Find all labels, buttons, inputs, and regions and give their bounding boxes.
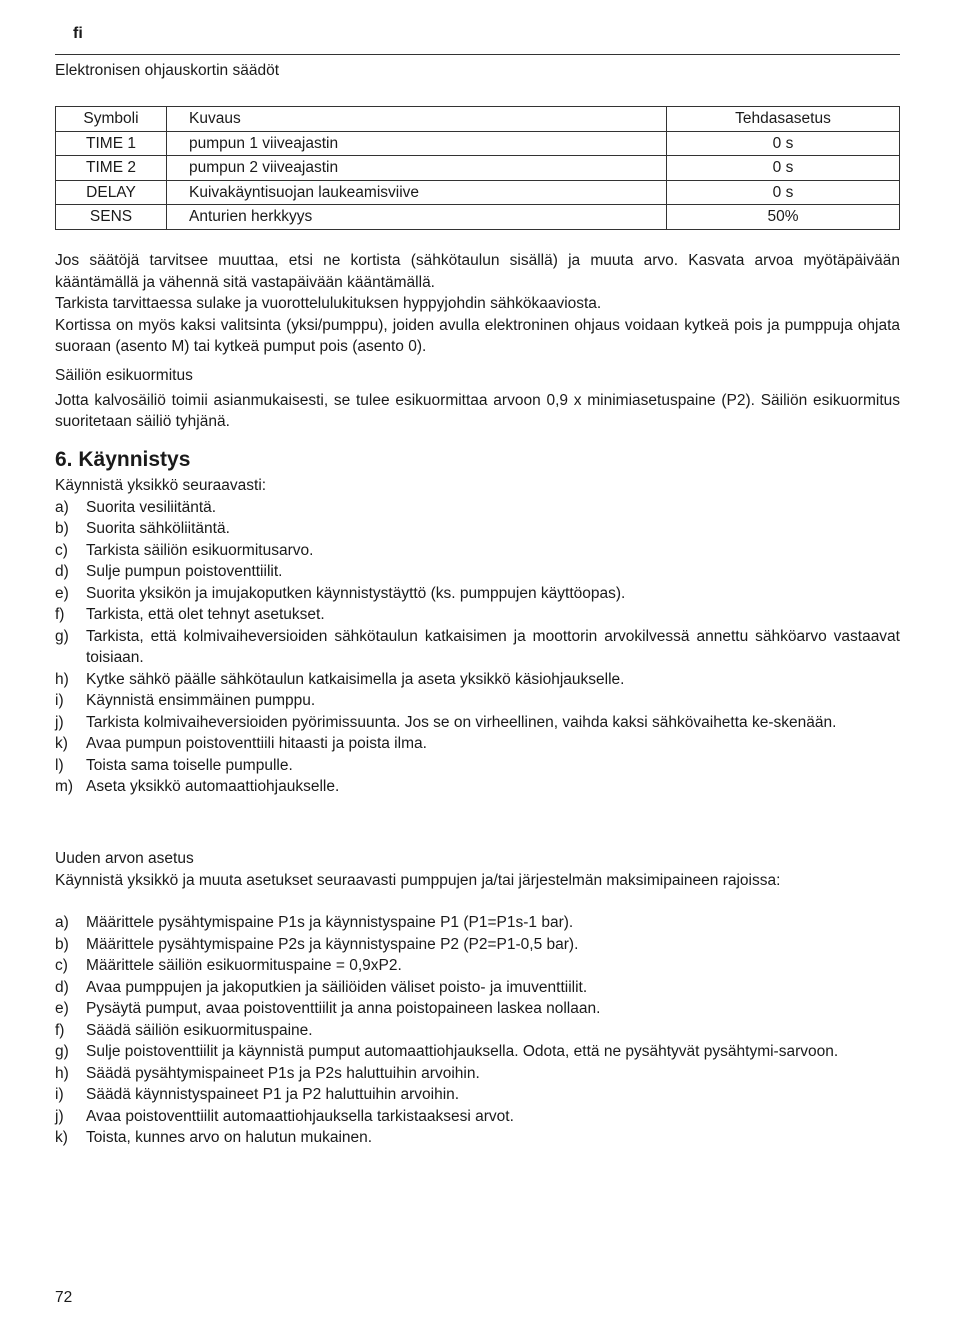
table-row (56, 205, 900, 230)
startup-section (55, 475, 900, 798)
list-text: Kytke sähkö päälle sähkötaulun katkaisimella ja aseta yksikkö käsiohjaukselle. (86, 670, 625, 688)
list-marker: b) (55, 520, 69, 537)
table-row (56, 180, 900, 205)
section-title: Elektronisen ohjauskortin säädöt (55, 62, 280, 79)
section-heading: 6. Käynnistys (55, 448, 191, 471)
list-marker: c) (55, 957, 68, 974)
cell-description: Anturien herkkyys (167, 205, 667, 230)
list-marker: d) (55, 978, 69, 996)
list-marker: a) (55, 914, 69, 931)
cell-description: pumpun 1 viiveajastin (167, 131, 667, 156)
list-text: Avaa pumppujen ja jakoputkien ja säiliöiden väliset poisto- ja imuventtiilit. (86, 978, 588, 996)
new-value-section (55, 848, 900, 1149)
list-item (55, 712, 900, 734)
list-item (55, 755, 900, 777)
new-value-steps (55, 912, 900, 1149)
list-item (55, 540, 900, 562)
list-marker: l) (55, 756, 64, 774)
list-text: Toista, kunnes arvo on halutun mukainen. (86, 1129, 373, 1146)
list-item (55, 1106, 900, 1128)
table-row (56, 156, 900, 181)
list-marker: m) (55, 778, 74, 795)
list-marker: g) (55, 1043, 69, 1060)
list-text: Avaa poistoventtiilit automaattiohjauksella tarkistaaksesi arvot. (86, 1107, 514, 1125)
header-cell-default: Tehdasasetus (667, 107, 900, 132)
intro-text: Käynnistä yksikkö ja muuta asetukset seuraavasti pumppujen ja/tai järjestelmän maksimipaineen rajoissa: (55, 871, 781, 889)
list-item (55, 518, 900, 540)
list-marker: b) (55, 935, 69, 953)
list-marker: i) (55, 1086, 64, 1103)
list-text: Säädä pysähtymispaineet P1s ja P2s haluttuihin arvoihin. (86, 1064, 480, 1082)
cell-default: 0 s (667, 156, 900, 181)
paragraph: Jos säätöjä tarvitsee muuttaa, etsi ne kortista (sähkötaulun sisällä) ja muuta arvo. Kasvata arvoa myötäpäivään kääntämällä ja vähennä sitä vastapäivään kääntämällä. (55, 252, 900, 291)
list-item (55, 998, 900, 1020)
page-number: 72 (55, 1289, 73, 1306)
list-marker: e) (55, 1000, 69, 1017)
cell-symbol: SENS (56, 205, 167, 230)
language-code: fi (73, 25, 83, 42)
paragraph: Kortissa on myös kaksi valitsinta (yksi/pumppu), joiden avulla elektroninen ohjaus voidaan kytkeä pois ja pumppuja ohjata suoraan (asento M) tai kytkeä pumput pois (asento 0). (55, 316, 900, 355)
list-marker: k) (55, 1129, 68, 1146)
list-text: Tarkista, että olet tehnyt asetukset. (86, 606, 325, 623)
list-item (55, 733, 900, 755)
list-item (55, 583, 900, 605)
list-item (55, 955, 900, 977)
list-item (55, 977, 900, 999)
list-text: Suorita yksikön ja imujakoputken käynnistystäyttö (ks. pumppujen käyttöopas). (86, 584, 626, 602)
list-text: Käynnistä ensimmäinen pumppu. (86, 692, 316, 709)
subsection-title: Säiliön esikuormitus (55, 367, 193, 384)
tank-section (55, 365, 900, 433)
list-marker: i) (55, 692, 64, 709)
list-marker: h) (55, 1064, 69, 1082)
list-text: Avaa pumpun poistoventtiili hitaasti ja poista ilma. (86, 735, 427, 752)
cell-description: Kuivakäyntisuojan laukeamisviive (167, 180, 667, 205)
header-cell-description: Kuvaus (167, 107, 667, 132)
table-row (56, 131, 900, 156)
list-text: Tarkista säiliön esikuormitusarvo. (86, 541, 314, 559)
header-cell-symbol: Symboli (56, 107, 167, 132)
list-marker: d) (55, 563, 69, 580)
list-item (55, 1063, 900, 1085)
list-item (55, 626, 900, 669)
cell-symbol: TIME 1 (56, 131, 167, 156)
cell-default: 0 s (667, 180, 900, 205)
list-marker: f) (55, 606, 65, 623)
intro-text: Käynnistä yksikkö seuraavasti: (55, 477, 267, 494)
settings-table (55, 106, 900, 230)
list-item (55, 1084, 900, 1106)
list-text: Toista sama toiselle pumpulle. (86, 756, 293, 774)
list-marker: c) (55, 541, 68, 559)
list-item (55, 669, 900, 691)
list-text: Sulje poistoventtiilit ja käynnistä pumput automaattiohjauksella. Odota, että ne pysähtyvät pysähtymi-sarvoon. (86, 1043, 839, 1060)
cell-default: 0 s (667, 131, 900, 156)
list-marker: j) (55, 713, 64, 731)
header-divider (55, 54, 900, 55)
list-item (55, 604, 900, 626)
subsection-title: Uuden arvon asetus (55, 850, 194, 867)
startup-steps (55, 497, 900, 798)
list-item (55, 934, 900, 956)
list-text: Määrittele pysähtymispaine P2s ja käynnistyspaine P2 (P2=P1-0,5 bar). (86, 935, 579, 953)
list-item (55, 1020, 900, 1042)
list-text: Säädä käynnistyspaineet P1 ja P2 haluttuihin arvoihin. (86, 1086, 460, 1103)
list-text: Sulje pumpun poistoventtiilit. (86, 563, 283, 580)
paragraph: Jotta kalvosäiliö toimii asianmukaisesti, se tulee esikuormittaa arvoon 0,9 x minimiasetuspaine (P2). Säiliön esikuormitus suoritetaan säiliö tyhjänä. (55, 391, 900, 430)
list-item (55, 497, 900, 519)
list-marker: j) (55, 1107, 64, 1125)
list-marker: e) (55, 584, 69, 602)
list-text: Määrittele säiliön esikuormituspaine = 0,9xP2. (86, 957, 402, 974)
list-item (55, 1041, 900, 1063)
list-marker: h) (55, 670, 69, 688)
cell-description: pumpun 2 viiveajastin (167, 156, 667, 181)
list-text: Määrittele pysähtymispaine P1s ja käynnistyspaine P1 (P1=P1s-1 bar). (86, 914, 574, 931)
list-text: Aseta yksikkö automaattiohjaukselle. (86, 778, 340, 795)
cell-symbol: TIME 2 (56, 156, 167, 181)
list-marker: f) (55, 1021, 65, 1039)
list-item (55, 1127, 900, 1149)
list-text: Suorita vesiliitäntä. (86, 498, 217, 516)
cell-default: 50% (667, 205, 900, 230)
body-text (55, 250, 900, 358)
table-header-row (56, 107, 900, 132)
list-marker: k) (55, 735, 68, 752)
list-item (55, 912, 900, 934)
list-text: Pysäytä pumput, avaa poistoventtiilit ja anna poistopaineen laskea nollaan. (86, 1000, 601, 1017)
list-item (55, 561, 900, 583)
list-item (55, 690, 900, 712)
list-marker: g) (55, 627, 69, 645)
list-text: Tarkista kolmivaiheversioiden pyörimissuunta. Jos se on virheellinen, vaihda kaksi sähkövaihetta ke-skenään. (86, 713, 837, 731)
list-text: Suorita sähköliitäntä. (86, 520, 230, 537)
cell-symbol: DELAY (56, 180, 167, 205)
paragraph: Tarkista tarvittaessa sulake ja vuorottelulukituksen hyppyjohdin sähkökaaviosta. (55, 295, 602, 312)
list-marker: a) (55, 498, 69, 516)
list-text: Tarkista, että kolmivaiheversioiden sähkötaulun katkaisimen ja moottorin arvokilvessä annettu sähköarvo vastaavat toisiaan. (86, 627, 900, 666)
list-item (55, 776, 900, 798)
list-text: Säädä säiliön esikuormituspaine. (86, 1021, 313, 1039)
